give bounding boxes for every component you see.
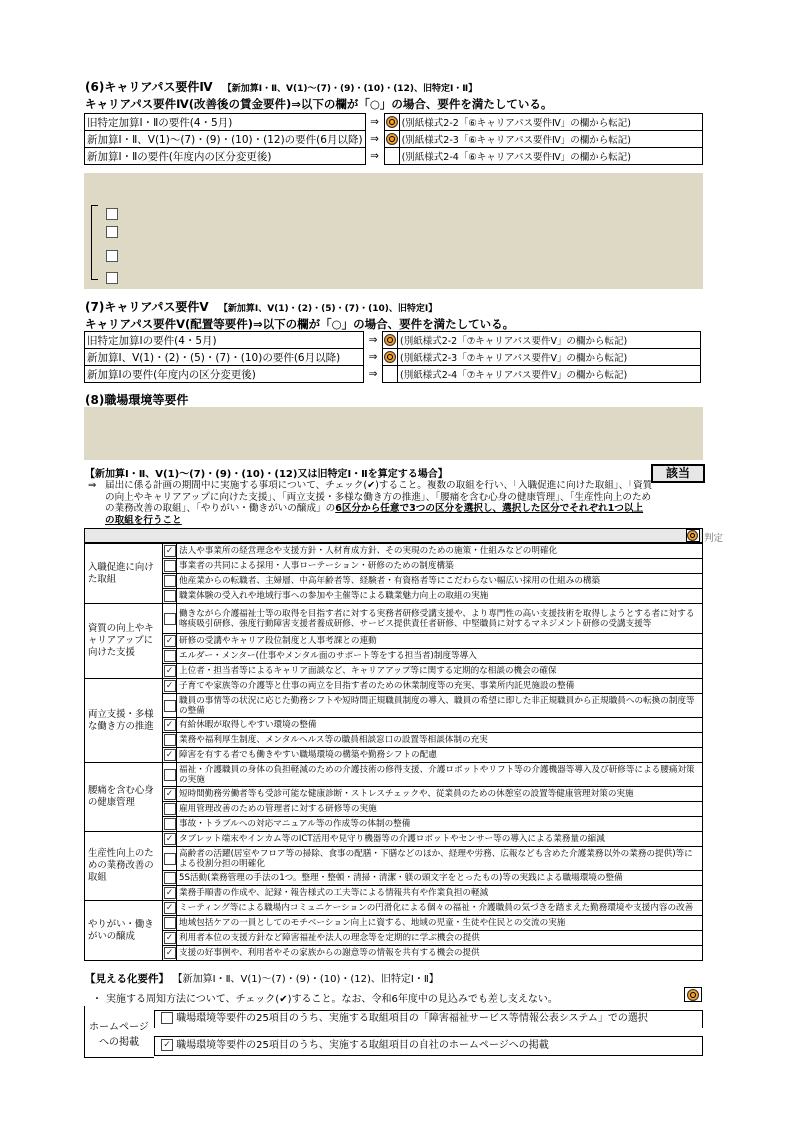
item-text: 高齢者の活躍(居室やフロア等の掃除、食事の配膳・下膳などのほか、経理や労務、広報なども含めた介護業務以外の業務の提供)等による役割分担の明確化: [177, 847, 703, 871]
item-text: 支援の好事例や、利用者やその家族からの謝意等の情報を共有する機会の提供: [177, 946, 703, 961]
grid-row: [85, 544, 703, 559]
item-checkbox-cell[interactable]: [163, 802, 177, 817]
item-checkbox[interactable]: ✓: [164, 719, 176, 731]
grid-row: [85, 832, 703, 847]
item-checkbox[interactable]: ✓: [164, 833, 176, 845]
item-checkbox[interactable]: [164, 818, 176, 830]
intro-line-3-emphasis: 6区分から任意で3つの区分を選択し、選択した区分でそれぞれ1つ以上: [335, 503, 644, 514]
item-text: タブレット端末やインカム等のICT活用や見守り機器等の介護ロボットやセンサー等の導入による業務量の縮減: [177, 832, 703, 847]
intro-line-1: 届出に係る計画の期間中に実施する事項について、チェック(✔)すること。複数の取組を行い、「入職促進に向けた取組」、「資質: [105, 480, 653, 491]
transfer-note: (別紙様式2-4「⑦キャリアパス要件Ⅴ」の欄から転記): [398, 366, 701, 383]
item-checkbox-cell[interactable]: [163, 817, 177, 832]
item-text: 5S活動(業務管理の手法の1つ。整理・整頓・清掃・清潔・躾の頭文字をとったもの)等の実践による職場環境の整備: [177, 871, 703, 886]
grid-row: [85, 787, 703, 802]
visible-option-1-text: 職場環境等要件の25項目のうち、実施する取組項目の「障害福祉サービス等情報公表システム」での選択: [176, 1013, 648, 1024]
item-checkbox[interactable]: ✓: [164, 635, 176, 647]
item-checkbox-cell[interactable]: [163, 901, 177, 916]
item-checkbox-cell[interactable]: [163, 574, 177, 589]
sec7-row: [85, 349, 701, 366]
option-checkbox[interactable]: [106, 208, 118, 220]
intro-line-3a: の業務改善の取組」、「やりがい・働きがいの醸成」の: [105, 503, 336, 514]
item-text: 福祉・介護職員の身体の負担軽減のための介護技術の修得支援、介護ロボットやリフト等の介護機器等導入及び研修等による腰痛対策の実施: [177, 763, 703, 787]
grid-row: [85, 802, 703, 817]
requirement-label: 新加算Ⅰ・Ⅱ、Ⅴ(1)～(7)・(9)・(10)・(12)の要件(6月以降): [85, 131, 366, 148]
item-checkbox-cell[interactable]: [163, 886, 177, 901]
item-checkbox-cell[interactable]: [163, 946, 177, 961]
category-label: 入職促進に向けた取組: [85, 544, 163, 604]
sec8-condition: 【新加算Ⅰ・Ⅱ、Ⅴ(1)～(7)・(9)・(10)・(12)又は旧特定Ⅰ・Ⅱを算定する場合】: [85, 469, 448, 480]
item-checkbox[interactable]: [164, 803, 176, 815]
item-text: 研修の受講やキャリア段位制度と人事考課との連動: [177, 634, 703, 649]
sec8-instructions: [105, 480, 703, 525]
item-text: エルダー・メンター(仕事やメンタル面のサポート等をする担当者)制度等導入: [177, 649, 703, 664]
category-label: やりがい・働きがいの醸成: [85, 901, 163, 961]
item-checkbox-cell[interactable]: [163, 748, 177, 763]
grid-row: [85, 589, 703, 604]
intro-arrow: ⇒: [88, 480, 97, 491]
item-checkbox-cell[interactable]: [163, 649, 177, 664]
option-checkbox[interactable]: [106, 272, 118, 284]
item-checkbox[interactable]: [164, 650, 176, 662]
visible-heading: [85, 970, 439, 986]
visible-text: 実施する周知方法について、チェック(✔)すること。なお、令和6年度中の見込みでも差し支えない。: [106, 994, 558, 1005]
hantei-mark: [686, 529, 700, 542]
circle-mark-icon: [386, 133, 398, 145]
item-text: 上位者・担当者等によるキャリア面談など、キャリアアップ等に関する定期的な相談の機会の確保: [177, 664, 703, 679]
grid-row: [85, 871, 703, 886]
arrow: ⇒: [370, 150, 379, 162]
arrow: ⇒: [370, 133, 379, 145]
item-checkbox[interactable]: ✓: [164, 680, 176, 692]
sec7-tag: 【新加算Ⅰ、Ⅴ(1)・(2)・(5)・(7)・(10)、旧特定Ⅰ】: [218, 304, 438, 314]
hantei-label: 判定: [704, 533, 724, 544]
grid-row: [85, 931, 703, 946]
sec8-title: (8)職場環境等要件: [85, 393, 189, 407]
sec8-gray-panel: [84, 407, 703, 460]
transfer-note: (別紙様式2-3「⑦キャリアパス要件Ⅴ」の欄から転記): [398, 349, 701, 366]
visible-option-2-text: 職場環境等要件の25項目のうち、実施する取組項目の自社のホームページへの掲載: [176, 1040, 549, 1051]
category-label: 腰痛を含む心身の健康管理: [85, 763, 163, 832]
sec7-requirements-table: [84, 331, 701, 383]
item-checkbox[interactable]: [164, 853, 176, 865]
grid-row: [85, 733, 703, 748]
arrow: ⇒: [368, 334, 378, 346]
item-checkbox-cell[interactable]: [163, 694, 177, 718]
visible-label-line-1: ホームページ: [89, 1022, 149, 1033]
option-checkbox[interactable]: [106, 226, 118, 238]
category-label: 生産性向上のための業務改善の取組: [85, 832, 163, 901]
item-text: 有給休暇が取得しやすい環境の整備: [177, 718, 703, 733]
environment-requirements-grid: [84, 543, 703, 961]
grid-row: [85, 679, 703, 694]
item-checkbox[interactable]: ✓: [164, 947, 176, 959]
sec6-requirements-table: [84, 113, 703, 165]
item-text: 短時間勤務労働者等も受診可能な健康診断・ストレスチェックや、従業員のための休憩室の設置等健康管理対策の実施: [177, 787, 703, 802]
requirement-label: 新加算Ⅰ・Ⅱの要件(年度内の区分変更後): [85, 148, 366, 165]
item-checkbox[interactable]: [164, 700, 176, 712]
arrow: ⇒: [370, 116, 379, 128]
intro-line-2: の向上やキャリアアップに向けた支援」、「両立支援・多様な働き方の推進」、「腰痛を含む心身の健康管理」、「生産性向上のため: [105, 491, 652, 503]
item-checkbox-cell[interactable]: [163, 544, 177, 559]
item-text: 働きながら介護福祉士等の取得を目指す者に対する実務者研修受講支援や、より専門性の高い支援技術を取得しようとする者に対する喀痰吸引研修、強度行動障害支援者養成研修、サービス提供責任者研修、中堅職員に対するマネジメント研修の受講支援等: [177, 604, 703, 634]
transfer-note: (別紙様式2-3「⑥キャリアパス要件Ⅳ」の欄から転記): [399, 131, 702, 148]
item-text: 業務手順書の作成や、記録・報告様式の工夫等による情報共有や作業負担の軽減: [177, 886, 703, 901]
intro-line-3: [105, 503, 703, 515]
item-checkbox-cell[interactable]: [163, 718, 177, 733]
visible-option-1: [154, 1010, 703, 1028]
transfer-note: (別紙様式2-4「⑥キャリアパス要件Ⅳ」の欄から転記): [399, 148, 702, 165]
grid-row: [85, 748, 703, 763]
item-checkbox[interactable]: ✓: [164, 788, 176, 800]
category-label: 両立支援・多様な働き方の推進: [85, 679, 163, 763]
item-checkbox-cell[interactable]: [163, 679, 177, 694]
arrow: ⇒: [368, 351, 378, 363]
item-checkbox[interactable]: [164, 734, 176, 746]
sec6-gray-panel: [84, 173, 703, 289]
sec6-title: (6)キャリアパス要件Ⅳ: [85, 80, 213, 94]
item-checkbox[interactable]: [164, 917, 176, 929]
visible-label-line-2: への掲載: [99, 1037, 139, 1048]
item-text: 地域包括ケアの一員としてのモチベーション向上に資する、地域の児童・生徒や住民との交流の実施: [177, 916, 703, 931]
item-checkbox-cell[interactable]: [163, 832, 177, 847]
option-checkbox[interactable]: [106, 250, 118, 262]
category-label: 資質の向上やキャリアアップに向けた支援: [85, 604, 163, 679]
status-mark: [383, 349, 398, 366]
grid-row: [85, 694, 703, 718]
status-mark: [384, 131, 399, 148]
grid-row: [85, 886, 703, 901]
gaitou-badge: 該当: [651, 464, 705, 483]
grid-row: [85, 634, 703, 649]
item-checkbox-cell[interactable]: [163, 916, 177, 931]
item-text: 雇用管理改善のための管理者に対する研修等の実施: [177, 802, 703, 817]
item-text: 他産業からの転職者、主婦層、中高年齢者等、経験者・有資格者等にこだわらない幅広い採用の仕組みの構築: [177, 574, 703, 589]
grid-row: [85, 946, 703, 961]
grid-row: [85, 847, 703, 871]
bracket: [91, 205, 98, 280]
visible-bullet: ・: [92, 994, 102, 1005]
item-checkbox[interactable]: ✓: [164, 902, 176, 914]
intro-line-4: の取組を行うこと: [105, 514, 182, 525]
item-text: 事業者の共同による採用・人事ローテーション・研修のための制度構築: [177, 559, 703, 574]
visible-mark: [684, 987, 702, 1002]
item-text: 職員の事情等の状況に応じた勤務シフトや短時間正規職員制度の導入、職員の希望に即した非正規職員から正規職員への転換の制度等の整備: [177, 694, 703, 718]
grid-row: [85, 763, 703, 787]
transfer-note: (別紙様式2-2「⑥キャリアパス要件Ⅳ」の欄から転記): [399, 114, 702, 131]
grid-row: [85, 649, 703, 664]
item-text: 事故・トラブルへの対応マニュアル等の作成等の体制の整備: [177, 817, 703, 832]
visible-title: 【見える化要件】: [85, 973, 169, 985]
grid-header-bar: [84, 528, 703, 543]
item-checkbox[interactable]: ✓: [164, 749, 176, 761]
visible-option-2: [154, 1036, 703, 1056]
transfer-note: (別紙様式2-2「⑦キャリアパス要件Ⅴ」の欄から転記): [398, 332, 701, 349]
grid-row: [85, 604, 703, 634]
item-checkbox[interactable]: ✓: [164, 665, 176, 677]
grid-row: [85, 574, 703, 589]
item-text: ミーティング等による職場内コミュニケーションの円滑化による個々の福祉・介護職員の気づきを踏まえた勤務環境や支援内容の改善: [177, 901, 703, 916]
sec7-row: [85, 366, 701, 383]
grid-row: [85, 901, 703, 916]
item-text: 障害を有する者でも働きやすい職場環境の構築や勤務シフトの配慮: [177, 748, 703, 763]
item-checkbox[interactable]: [164, 613, 176, 625]
item-checkbox[interactable]: [164, 590, 176, 602]
status-mark: [384, 148, 399, 165]
sec6-row: [85, 114, 703, 131]
requirement-label: 新加算Ⅰ、Ⅴ(1)・(2)・(5)・(7)・(10)の要件(6月以降): [85, 349, 364, 366]
sec6-row: [85, 131, 703, 148]
sec6-subtitle: キャリアパス要件Ⅳ(改善後の賃金要件)⇒以下の欄が「○」の場合、要件を満たしている。: [85, 97, 553, 111]
item-text: 職業体験の受入れや地域行事への参加や主催等による職業魅力向上の取組の実施: [177, 589, 703, 604]
requirement-label: 旧特定加算Ⅰの要件(4・5月): [85, 332, 364, 349]
item-checkbox-cell[interactable]: [163, 589, 177, 604]
sec6-heading: [85, 78, 477, 95]
visible-option-2-checkbox[interactable]: ✓: [161, 1039, 173, 1051]
item-checkbox[interactable]: ✓: [164, 932, 176, 944]
visible-tag: 【新加算Ⅰ・Ⅱ、Ⅴ(1)～(7)・(9)・(10)・(12)、旧特定Ⅰ・Ⅱ】: [172, 974, 439, 985]
item-text: 子育てや家族等の介護等と仕事の両立を目指す者のための休業制度等の充実、事業所内託児施設の整備: [177, 679, 703, 694]
grid-row: [85, 916, 703, 931]
circle-mark-icon: [687, 530, 698, 541]
sec7-heading: [85, 298, 437, 315]
grid-row: [85, 817, 703, 832]
item-checkbox-cell[interactable]: [163, 787, 177, 802]
item-checkbox-cell[interactable]: [163, 634, 177, 649]
item-checkbox[interactable]: ✓: [164, 887, 176, 899]
item-text: 利用者本位の支援方針など障害福祉や法人の理念等を定期的に学ぶ機会の提供: [177, 931, 703, 946]
item-text: 業務や福利厚生制度、メンタルヘルス等の職員相談窓口の設置等相談体制の充実: [177, 733, 703, 748]
item-checkbox[interactable]: [164, 575, 176, 587]
item-checkbox-cell[interactable]: [163, 733, 177, 748]
circle-mark-icon: [386, 116, 398, 128]
arrow: ⇒: [368, 368, 378, 380]
item-checkbox-cell[interactable]: [163, 763, 177, 787]
item-checkbox-cell[interactable]: [163, 559, 177, 574]
item-checkbox[interactable]: [164, 872, 176, 884]
grid-row: [85, 718, 703, 733]
requirement-label: 新加算Ⅰの要件(年度内の区分変更後): [85, 366, 364, 383]
item-text: 法人や事業所の経営理念や支援方針・人材育成方針、その実現のための施策・仕組みなどの明確化: [177, 544, 703, 559]
sec7-row: [85, 332, 701, 349]
status-mark: [383, 332, 398, 349]
item-checkbox-cell[interactable]: [163, 931, 177, 946]
sec7-subtitle: キャリアパス要件Ⅴ(配置等要件)⇒以下の欄が「○」の場合、要件を満たしている。: [85, 317, 515, 331]
status-mark: [383, 366, 398, 383]
grid-row: [85, 664, 703, 679]
circle-mark-icon: [384, 351, 396, 363]
circle-mark-icon: [687, 989, 699, 1001]
item-checkbox[interactable]: ✓: [164, 545, 176, 557]
sec7-title: (7)キャリアパス要件Ⅴ: [85, 300, 209, 314]
item-checkbox[interactable]: [164, 769, 176, 781]
item-checkbox-cell[interactable]: [163, 847, 177, 871]
item-checkbox-cell[interactable]: [163, 604, 177, 634]
item-checkbox[interactable]: [164, 560, 176, 572]
item-checkbox-cell[interactable]: [163, 871, 177, 886]
requirement-label: 旧特定加算Ⅰ・Ⅱの要件(4・5月): [85, 114, 366, 131]
grid-row: [85, 559, 703, 574]
status-mark: [384, 114, 399, 131]
sec6-row: [85, 148, 703, 165]
circle-mark-icon: [384, 334, 396, 346]
visible-option-1-checkbox[interactable]: [161, 1012, 173, 1024]
item-checkbox-cell[interactable]: [163, 664, 177, 679]
sec6-tag: 【新加算Ⅰ・Ⅱ、Ⅴ(1)～(7)・(9)・(10)・(12)、旧特定Ⅰ・Ⅱ】: [222, 84, 478, 94]
